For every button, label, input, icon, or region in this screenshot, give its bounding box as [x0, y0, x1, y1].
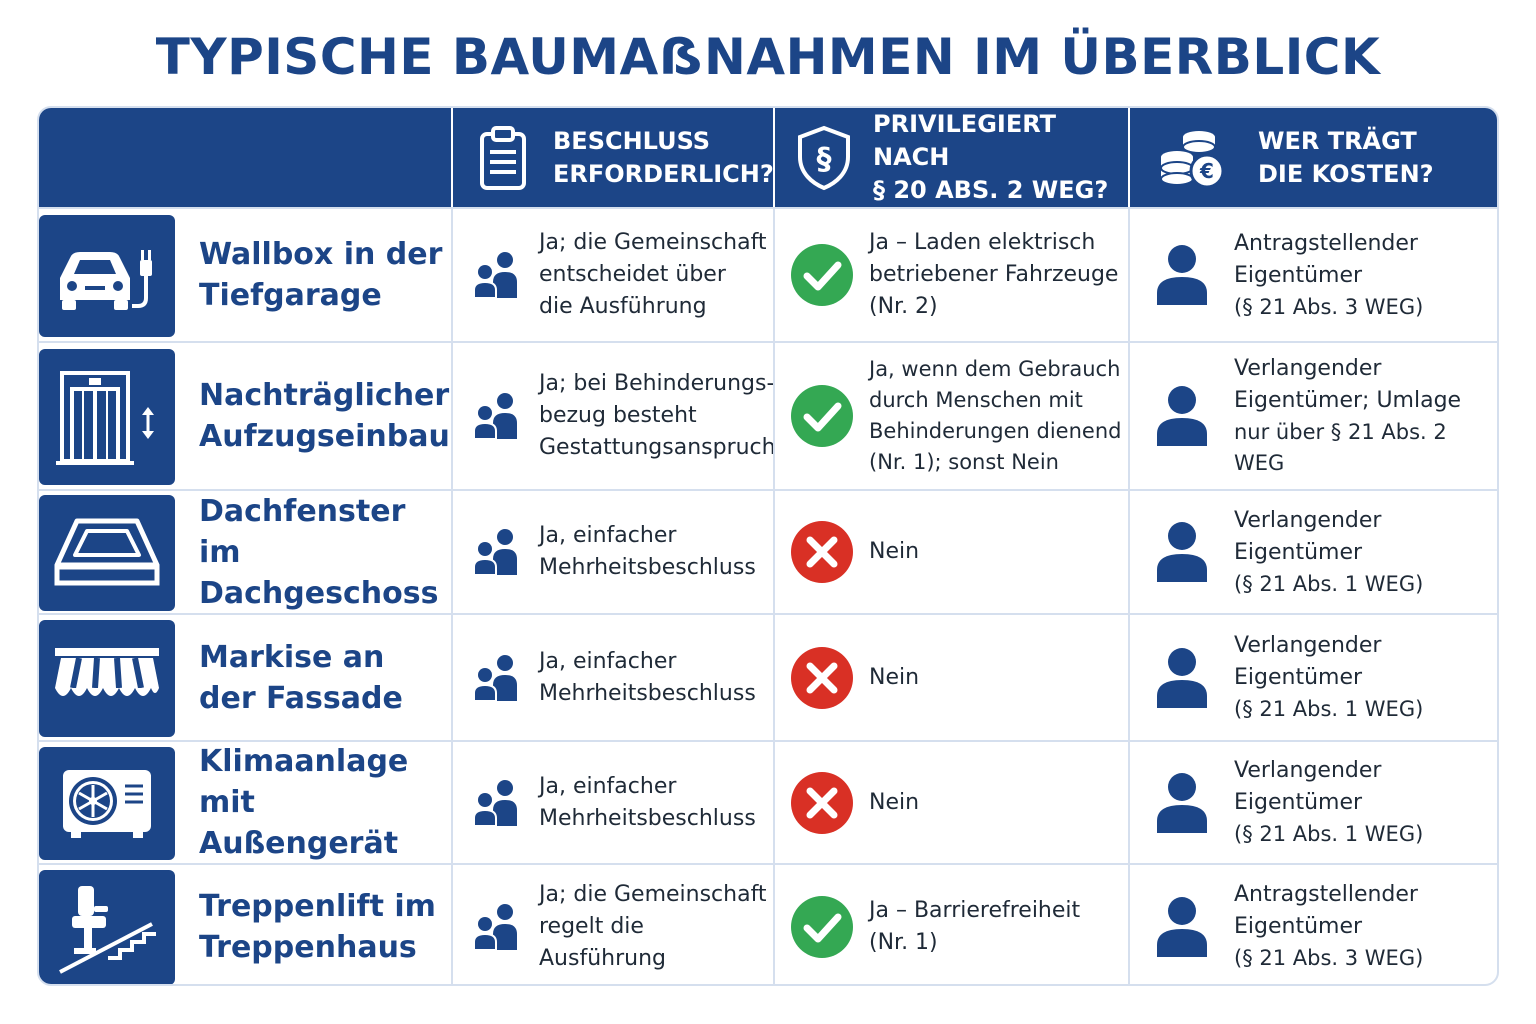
beschluss-text: Ja; bei Behinderungs- bezug besteht Gestattungsanspruch	[539, 371, 776, 460]
massnahme-cell	[39, 865, 451, 986]
kosten-text: Verlangender Eigentümer	[1234, 507, 1382, 565]
measures-table	[37, 106, 1499, 986]
privilegiert-text: Nein	[869, 789, 920, 815]
header-kosten-label: WER TRÄGT DIE KOSTEN?	[1258, 126, 1434, 188]
ac-unit-icon	[39, 747, 175, 860]
beschluss-text: Ja, einfacher Mehrheitsbeschluss	[539, 523, 756, 580]
person-icon	[1130, 646, 1234, 710]
privilegiert-cell	[773, 615, 1128, 740]
kosten-ref: (§ 21 Abs. 3 WEG)	[1234, 294, 1424, 319]
beschluss-cell	[451, 343, 776, 489]
awning-icon	[39, 620, 175, 737]
svg-text:€: €	[1200, 158, 1214, 183]
elevator-icon	[39, 349, 175, 485]
privilegiert-text: Ja – Laden elektrisch betriebener Fahrzeuge (Nr. 2)	[869, 230, 1119, 319]
table-row	[39, 740, 1497, 863]
beschluss-text: Ja, einfacher Mehrheitsbeschluss	[539, 773, 756, 831]
massnahme-cell	[39, 209, 451, 341]
header-beschluss	[451, 108, 773, 207]
person-icon	[1130, 243, 1234, 307]
kosten-text: Verlangender Eigentümer	[1234, 758, 1382, 815]
kosten-cell	[1128, 615, 1499, 740]
privilegiert-text: Ja – Barrierefreiheit (Nr. 1)	[869, 897, 1081, 955]
massnahme-cell	[39, 615, 451, 740]
massnahme-label: Dachfenster im Dachgeschoss	[199, 493, 439, 611]
massnahme-cell	[39, 343, 451, 489]
beschluss-cell	[451, 742, 773, 863]
kosten-cell	[1128, 742, 1499, 863]
header-kosten	[1128, 108, 1499, 207]
roof-window-icon	[39, 495, 175, 611]
person-icon	[1130, 384, 1234, 448]
person-icon	[1130, 771, 1234, 835]
massnahme-cell	[39, 742, 451, 863]
privilegiert-text: Nein	[869, 664, 920, 690]
beschluss-text: Ja; die Gemeinschaft regelt die Ausführung	[539, 881, 767, 971]
beschluss-cell	[451, 209, 773, 341]
coins-euro-icon	[1130, 125, 1258, 191]
kosten-cell	[1128, 343, 1499, 489]
beschluss-text: Ja, einfacher Mehrheitsbeschluss	[539, 648, 756, 706]
check-circle-icon	[775, 895, 869, 959]
cross-circle-icon	[775, 646, 869, 710]
table-row	[39, 207, 1497, 341]
kosten-ref: (§ 21 Abs. 1 WEG)	[1234, 697, 1424, 721]
table-row	[39, 489, 1497, 613]
page-title: TYPISCHE BAUMAẞNAHMEN IM ÜBERBLICK	[155, 28, 1381, 86]
people-icon	[453, 391, 539, 441]
kosten-ref: nur über § 21 Abs. 2 WEG	[1234, 420, 1447, 475]
people-icon	[453, 527, 539, 577]
kosten-cell	[1128, 209, 1499, 341]
table-row	[39, 863, 1497, 986]
clipboard-icon	[453, 125, 553, 191]
kosten-text: Antragstellender Eigentümer	[1234, 882, 1418, 939]
header-beschluss-label: BESCHLUSS ERFORDERLICH?	[553, 126, 774, 188]
people-icon	[453, 778, 539, 828]
beschluss-cell	[451, 491, 773, 613]
massnahme-label: Wallbox in der Tiefgarage	[199, 237, 443, 313]
car-charger-icon	[39, 215, 175, 337]
table-header	[39, 108, 1497, 207]
header-privilegiert	[773, 108, 1128, 207]
beschluss-cell	[451, 615, 773, 740]
people-icon	[453, 653, 539, 703]
stairlift-icon	[39, 870, 175, 985]
shield-paragraph-icon	[775, 125, 873, 191]
privilegiert-cell	[773, 343, 1128, 489]
person-icon	[1130, 520, 1234, 584]
kosten-text: Verlangender Eigentümer; Umlage	[1234, 356, 1462, 413]
header-privilegiert-label: PRIVILEGIERT NACH § 20 ABS. 2 WEG?	[873, 110, 1109, 204]
table-row	[39, 341, 1497, 489]
kosten-ref: (§ 21 Abs. 1 WEG)	[1234, 822, 1424, 846]
massnahme-cell	[39, 491, 451, 613]
kosten-text: Antragstellender Eigentümer	[1234, 230, 1418, 288]
privilegiert-cell	[773, 865, 1128, 986]
kosten-ref: (§ 21 Abs. 1 WEG)	[1234, 571, 1424, 596]
kosten-ref: (§ 21 Abs. 3 WEG)	[1234, 946, 1424, 970]
privilegiert-cell	[773, 742, 1128, 863]
beschluss-text: Ja; die Gemeinschaft entscheidet über die Ausführung	[539, 230, 767, 319]
people-icon	[453, 250, 539, 300]
person-icon	[1130, 895, 1234, 959]
kosten-cell	[1128, 491, 1499, 613]
privilegiert-cell	[773, 209, 1128, 341]
massnahme-label: Treppenlift im Treppenhaus	[199, 888, 436, 965]
header-empty-cell	[39, 108, 451, 207]
kosten-text: Verlangender Eigentümer	[1234, 633, 1382, 690]
privilegiert-text: Ja, wenn dem Gebrauch durch Menschen mit Behinderungen dienend (Nr. 1); sonst Nein	[869, 357, 1122, 474]
cross-circle-icon	[775, 520, 869, 584]
svg-text:§: §	[816, 141, 832, 177]
people-icon	[453, 902, 539, 952]
massnahme-label: Nachträglicher Aufzugseinbau	[199, 378, 450, 454]
check-circle-icon	[775, 243, 869, 307]
beschluss-cell	[451, 865, 773, 986]
massnahme-label: Markise an der Fassade	[199, 639, 403, 716]
cross-circle-icon	[775, 771, 869, 835]
privilegiert-cell	[773, 491, 1128, 613]
check-circle-icon	[775, 384, 869, 448]
table-row	[39, 613, 1497, 740]
kosten-cell	[1128, 865, 1499, 986]
massnahme-label: Klimaanlage mit Außengerät	[199, 744, 409, 861]
privilegiert-text: Nein	[869, 539, 920, 564]
